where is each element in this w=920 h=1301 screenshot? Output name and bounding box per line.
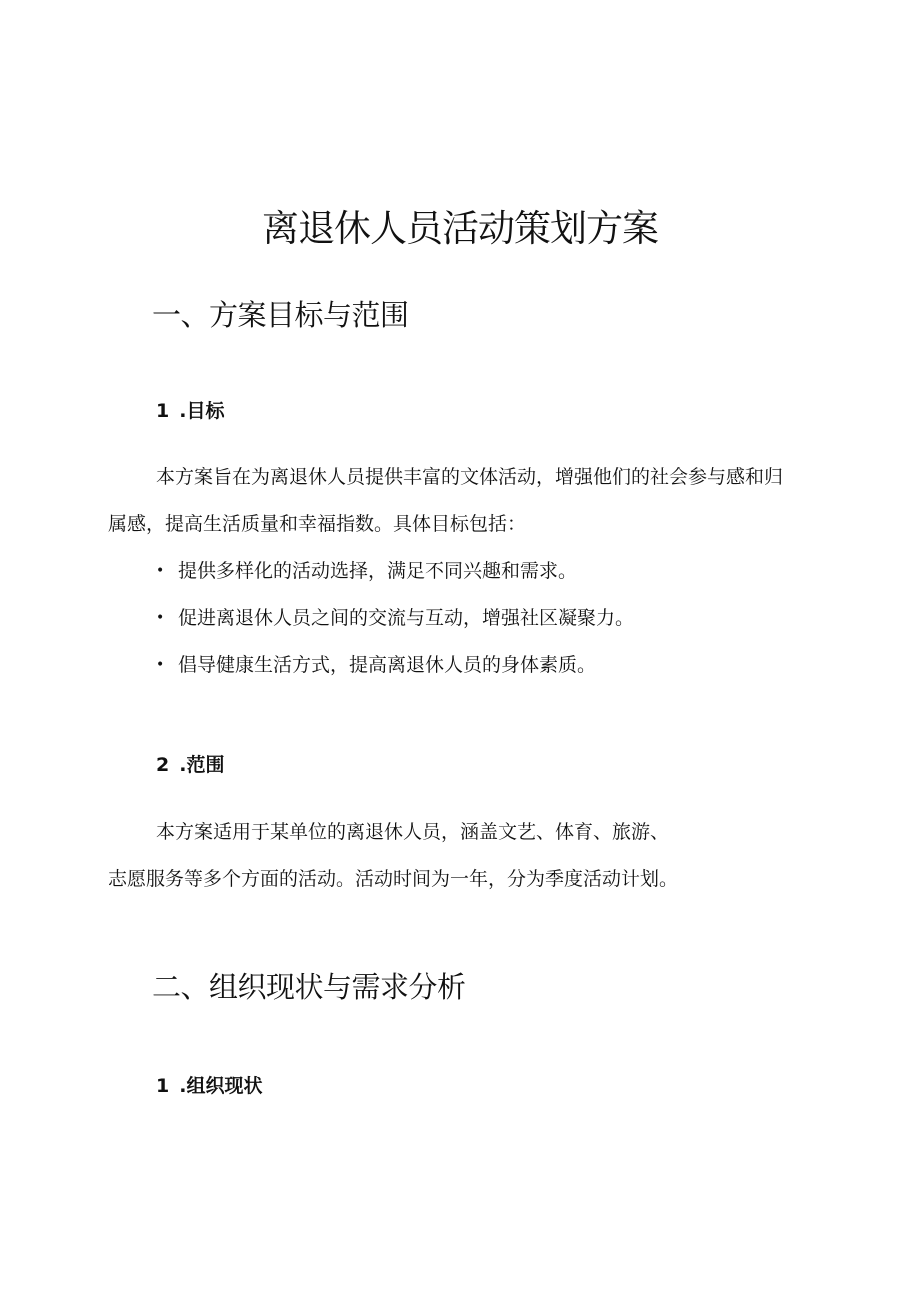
subsection-label: .目标: [179, 400, 225, 422]
section-heading-1: 一、方案目标与范围: [152, 298, 409, 332]
goal-bullet-item: [156, 652, 596, 678]
scope-paragraph-line-2: 志愿服务等多个方面的活动。活动时间为一年，分为季度活动计划。: [108, 868, 679, 890]
bullet-marker: •: [156, 657, 165, 673]
goal-paragraph-line-2: 属感，提高生活质量和幸福指数。具体目标包括：: [108, 513, 527, 535]
scope-paragraph-line-1: 本方案适用于某单位的离退休人员，涵盖文艺、体育、旅游、: [156, 821, 670, 843]
section-heading-2: 二、组织现状与需求分析: [152, 970, 466, 1004]
subsection-label: .范围: [179, 754, 225, 776]
subsection-heading-scope: [156, 752, 224, 778]
subsection-label: .组织现状: [179, 1075, 263, 1097]
goal-paragraph-line-1: 本方案旨在为离退休人员提供丰富的文体活动，增强他们的社会参与感和归: [156, 466, 784, 488]
bullet-text: 提供多样化的活动选择，满足不同兴趣和需求。: [178, 560, 578, 582]
goal-bullet-item: [156, 605, 634, 631]
bullet-text: 倡导健康生活方式，提高离退休人员的身体素质。: [178, 654, 597, 676]
bullet-marker: •: [156, 610, 165, 626]
subsection-heading-goal: [156, 398, 224, 424]
bullet-text: 促进离退休人员之间的交流与互动，增强社区凝聚力。: [178, 607, 635, 629]
goal-bullet-item: [156, 558, 577, 584]
subsection-number: 1: [156, 400, 170, 422]
subsection-number: 1: [156, 1075, 170, 1097]
document-title: 离退休人员活动策划方案: [262, 206, 658, 250]
bullet-marker: •: [156, 563, 165, 579]
subsection-heading-status: [156, 1073, 262, 1099]
subsection-number: 2: [156, 754, 170, 776]
